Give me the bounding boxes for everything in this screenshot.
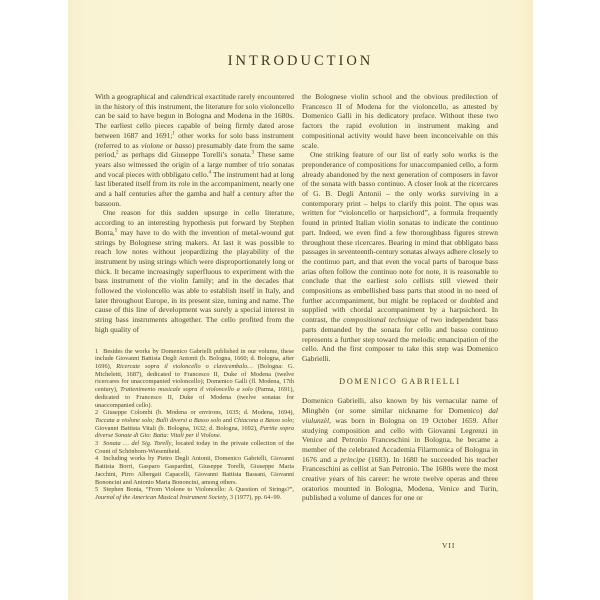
footnote [95, 455, 294, 486]
footnote-text: Including works by Pietro Degli Antonii, Domenico Gabrielli, Giovanni Battista Borri, Gasparo Gaspardini, Giuseppe Torelli, Giuseppe Maria Jacchini, Pirro Albergati Capacelli, Giovanni Battista Bassani, Giovanni Bononcini and Antonio Maria Bononcini, among others. [95, 455, 294, 486]
footnote [95, 486, 294, 501]
footnote [95, 409, 294, 440]
footnote-number: 5 [95, 486, 99, 494]
page-title: INTRODUCTION [227, 53, 374, 69]
right-column [302, 92, 498, 503]
footnote-text: Giuseppe Colombi (b. Modena or environs, 1635; d. Modena, 1694), Toccata a violone solo; Balli diversi a Basso solo and Chiacona a Basso solo; Giovanni Battista Vitali (b. Bologna, 1632; d. Bologna, 1692), Partite sopra diverse Sonate di Gio: Batta: Vitali per il Violone. [95, 409, 294, 440]
footnote-number: 3 [95, 440, 99, 448]
body-paragraph: the Bolognese violin school and the obvious predilection of Francesco II of Modena for the violoncello, as attested by Domenico Galli in his dedicatory preface. Without these two factors the rapid evolution in instrument making and compositional activity would have been inconceivable on this scale. [302, 92, 498, 150]
body-paragraph: One reason for this sudden upsurge in cello literature, according to an interesting hypothesis put forward by Stephen Bonta,$^5$ may have to do with the invention of metal-wound gut strings by Bolognese string makers. At last it was possible to reach low notes without jeopardizing the playability of the instrument by using strings which were disproportionately long or thick. It became increasingly superfluous to experiment with the bass instrument of the violin family; and in the decades that followed the violoncello was able to establish itself in Italy, and later throughout Europe, in its present size, tuning and name. The cause of this line of development was surely a special interest in string bass instruments altogether. The cello profited from the high quality of [95, 208, 294, 334]
footnote-number: 2 [95, 409, 99, 417]
footnote-text: Sonata … del Sig. Torelly, located today in the private collection of the Count of Schönborn-Wiesentheid. [95, 440, 294, 455]
footnote-number: 1 [95, 347, 99, 355]
footnote-text: Stephen Bonta, “From Violone to Violoncello: A Question of Strings?”, Journal of the American Musical Instrument Society, 3 (1977), pp. 64–99. [95, 486, 294, 501]
footnote [95, 348, 294, 410]
book-page [68, 0, 533, 600]
footnote [95, 440, 294, 455]
left-column [95, 92, 294, 502]
footnote-text: Besides the works by Domenico Gabrielli published in our volume, these include Giovanni Battista Degli Antonii (b. Bologna, 1660; d. Bologna, after 1696), Ricercate sopra il violoncello o clavicembalo… (Bologna: G. Micheletti, 1687), dedicated to Francesco II, Duke of Modena (twelve ricercares for unaccompanied violoncello); Domenico Galli (fl. Modena, 17th century), Trattenimento musicale sopra il violoncello a solo (Parma, 1691), dedicated to Francesco II, Duke of Modena (twelve sonatas for unaccompanied cello). [95, 347, 294, 409]
footnotes-block [95, 348, 294, 502]
body-paragraph: Domenico Gabrielli, also known by his vernacular name of Minghén (or some similar nickname for Domenico) dal viulunzèl, was born in Bologna on 19 October 1659. After studying composition and cello with Giovanni Legrenzi in Venice and Petronio Franceschini in Bologna, he became a member of the celebrated Accademia Filarmonica of Bologna in 1676 and a principe (1683). In 1680 he succeeded his teacher Franceschini as cellist at San Petronio. The 1680s were the most creative years of his career: he wrote twelve operas and three oratorios mounted in Bologna, Modena, Venice and Turin, published a volume of dances for one or [302, 396, 498, 503]
footnote-number: 4 [95, 455, 99, 463]
page-number: VII [442, 541, 456, 550]
section-heading: DOMENICO GABRIELLI [339, 376, 461, 386]
body-paragraph: With a geographical and calendrical exactitude rarely encountered in the history of this instrument, the literature for solo violoncello can be said to have begun in Bologna and Modena in the 1680s. The earliest cello pieces capable of being firmly dated arose between 1687 and 1691;$^1$ other works for solo bass instrument (referred to as violone or basso) presumably date from the same period,$^2$ as perhaps did Giuseppe Torelli’s sonata.$^3$ These same years also witnessed the origin of a large number of trio sonatas and vocal pieces with obbligato cello.$^4$ The instrument had at long last liberated itself from its role in the accompaniment, nearly one and a half centuries after the gamba and half a century after the bassoon. [95, 92, 295, 208]
body-paragraph: One striking feature of our list of early solo works is the preponderance of compositions for unaccompanied cello, a form already abandoned by the next generation of composers in favor of the sonata with basso continuo. A closer look at the ricercares of G. B. Degli Antonii – the only works surviving in a contemporary print – helps to clarify this point. The opus was written for “violoncello or harpsichord”, a formula frequently found in printed Italian violin sonatas to indicate the continuo part. Indeed, we even find a few thoroughbass figures strewn throughout these ricercares. Bearing in mind that obbligato bass passages in seventeenth-century sonatas always adhere closely to the continuo part, and that even the vocal parts of baroque bass arias often follow the continuo note for note, it is reasonable to conclude that the earliest solo cellists still viewed their compositions as embellished bass parts that stood in no need of further accompaniment, but might be replaced or doubled and supplied with chordal accompaniment by a harpsichord. In contrast, the compositional technique of two independent bass parts demanded by the sonata for cello and basso continuo represents a further step toward the melodic emancipation of the cello. And the first composer to take this step was Domenico Gabrielli. [302, 150, 499, 363]
